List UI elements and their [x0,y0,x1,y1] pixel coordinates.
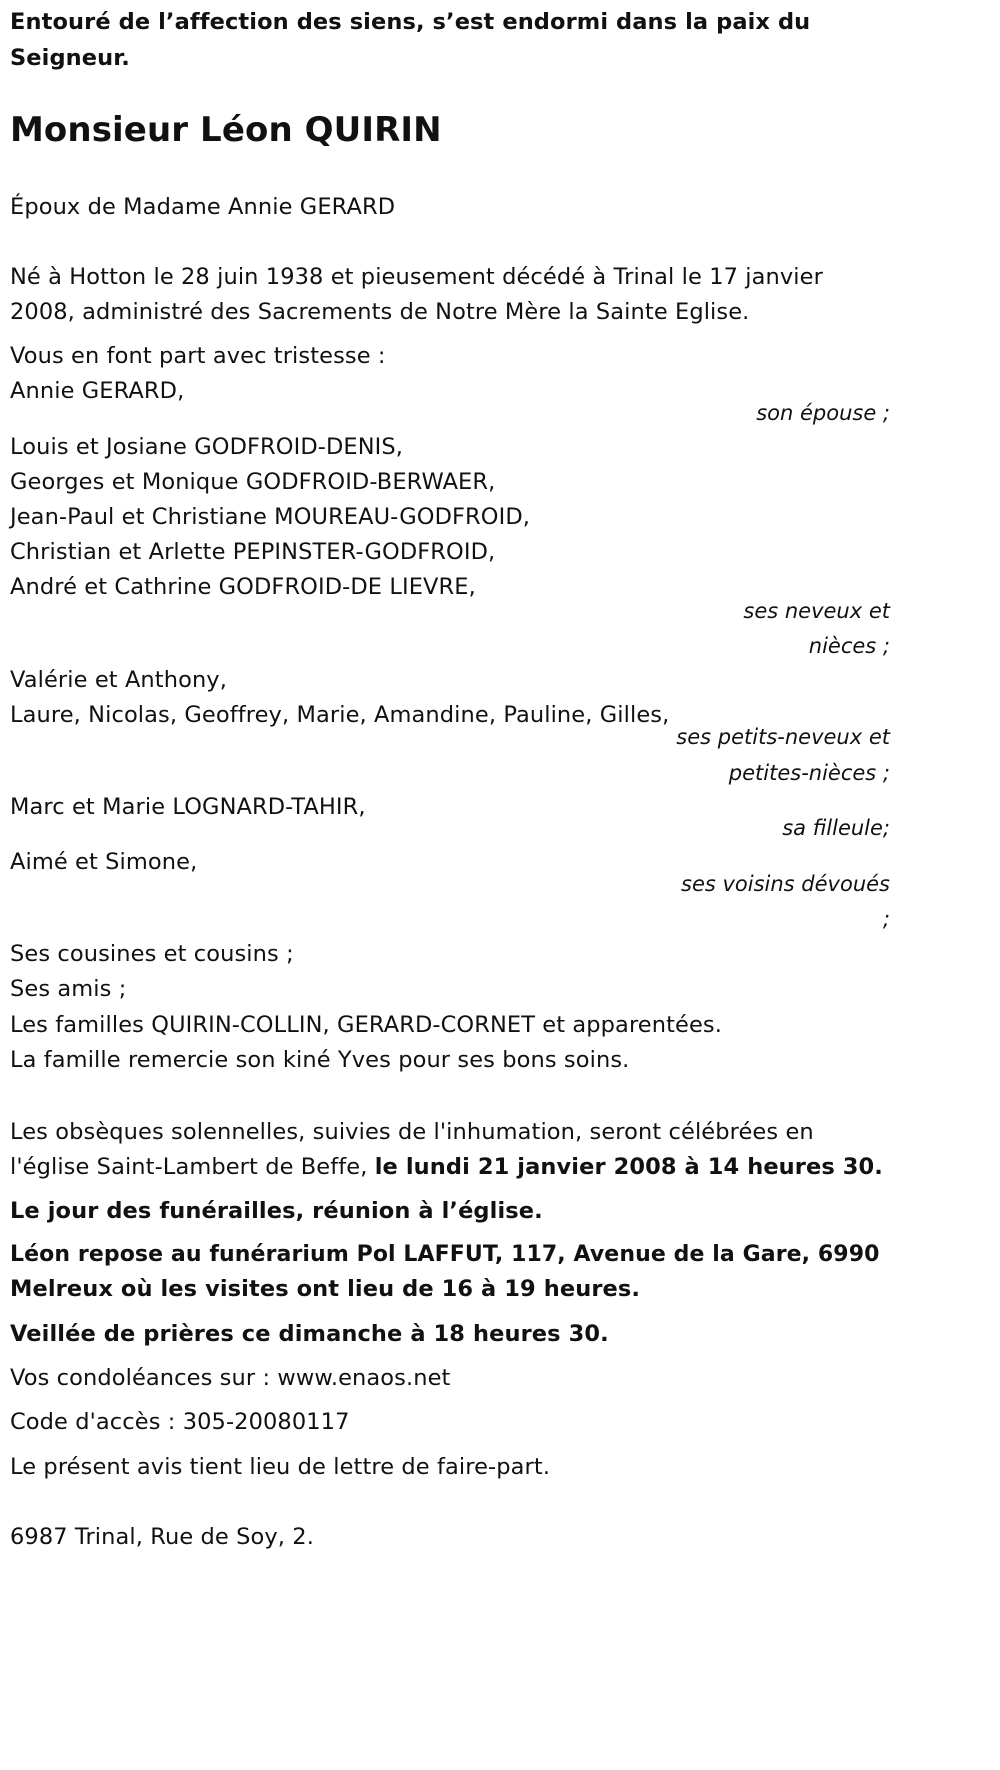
neighbours-relation-line-1: ses voisins dévoués [681,872,890,896]
intro-line-1: Entouré de l’affection des siens, s’est endormi dans la paix du [10,9,811,35]
birth-death-line-1: Né à Hotton le 28 juin 1938 et pieusement décédé à Trinal le 17 janvier [10,264,823,290]
funeral-line-1: Les obsèques solennelles, suivies de l'inhumation, seront célébrées en [10,1119,814,1145]
grand-nephews-relation-line-1: ses petits-neveux et [676,725,890,749]
funeral-datetime: le lundi 21 janvier 2008 à 14 heures 30. [374,1154,883,1180]
announce-line: Vous en font part avec tristesse : [10,343,386,369]
nephews-relation-line-1: ses neveux et [743,599,890,623]
nephew-name: André et Cathrine GODFROID-DE LIEVRE, [10,574,476,600]
notice-line: Le présent avis tient lieu de lettre de faire-part. [10,1454,551,1480]
funeral-line-2 [10,1150,883,1185]
spouse-names: Annie GERARD, [10,378,185,404]
nephew-name: Jean-Paul et Christiane MOUREAU-GODFROID, [10,504,530,530]
access-code: Code d'accès : 305-20080117 [10,1409,350,1435]
intro-line-2: Seigneur. [10,45,130,71]
nephews-relation-line-2: nièces ; [808,634,890,658]
goddaughter-names: Marc et Marie LOGNARD-TAHIR, [10,794,366,820]
repose-line-2: Melreux où les visites ont lieu de 16 à 19 heures. [10,1276,641,1302]
other-family-line: Les familles QUIRIN-COLLIN, GERARD-CORNET et apparentées. [10,1012,722,1038]
repose-line-1: Léon repose au funérarium Pol LAFFUT, 117, Avenue de la Gare, 6990 [10,1242,880,1267]
grand-nephews-relation-line-2: petites-nièces ; [728,761,890,785]
condolences-line [10,1361,450,1396]
funeral-place: l'église Saint-Lambert de Beffe, [10,1154,375,1180]
birth-death-line-2: 2008, administré des Sacrements de Notre Mère la Sainte Eglise. [10,299,750,325]
goddaughter-relation: sa filleule; [782,816,890,840]
condolences-label: Vos condoléances sur : [10,1365,278,1391]
reunion-line: Le jour des funérailles, réunion à l’église. [10,1198,543,1224]
other-family-line: Ses amis ; [10,976,127,1002]
neighbours-relation-line-2: ; [882,907,890,931]
deceased-name: Monsieur Léon QUIRIN [10,110,442,150]
spouse-line: Époux de Madame Annie GERARD [10,194,396,220]
other-family-line: Ses cousines et cousins ; [10,941,294,967]
address-line: 6987 Trinal, Rue de Soy, 2. [10,1524,314,1550]
neighbours-names: Aimé et Simone, [10,849,198,875]
condolences-link[interactable]: www.enaos.net [277,1365,451,1391]
thanks-line: La famille remercie son kiné Yves pour ses bons soins. [10,1047,630,1073]
grand-nephew-name: Valérie et Anthony, [10,667,227,693]
grand-nephew-name: Laure, Nicolas, Geoffrey, Marie, Amandine, Pauline, Gilles, [10,702,670,728]
spouse-relation: son épouse ; [756,401,890,425]
nephew-name: Christian et Arlette PEPINSTER-GODFROID, [10,539,496,565]
nephew-name: Louis et Josiane GODFROID-DENIS, [10,434,404,460]
nephew-name: Georges et Monique GODFROID-BERWAER, [10,469,496,495]
vigil-line: Veillée de prières ce dimanche à 18 heures 30. [10,1321,609,1347]
